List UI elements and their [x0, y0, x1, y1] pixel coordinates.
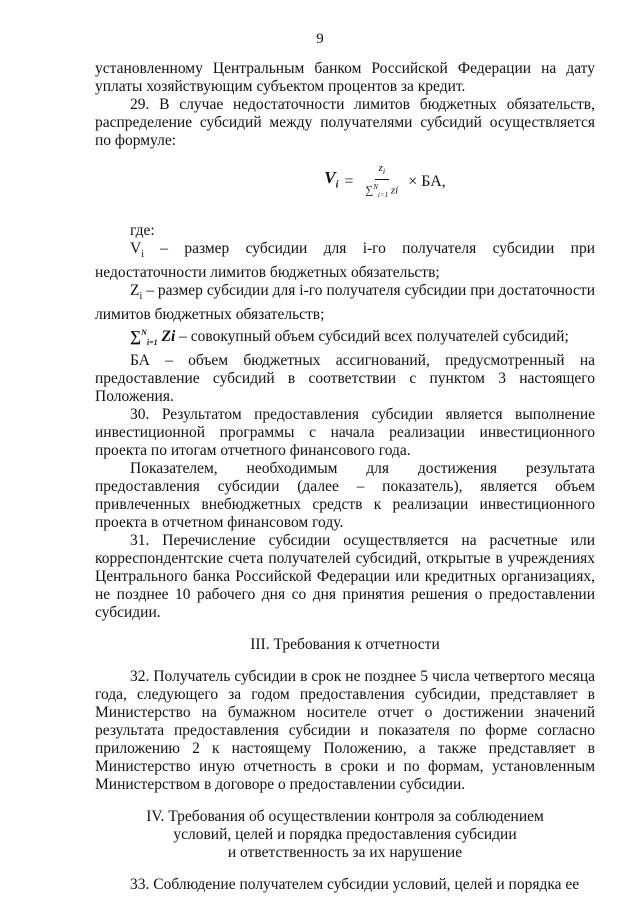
paragraph-29: 29. В случае недостаточности лимитов бюджетных обязательств, распределение субсидий между получателями субсидий осуществляется по формуле: — [95, 96, 595, 149]
section-4-heading — [95, 808, 595, 862]
section-3-heading: III. Требования к отчетности — [250, 636, 440, 654]
where-label: где: — [130, 222, 155, 239]
paragraph-30-indicator: Показателем, необходимым для достижения результата предоставления субсидии (далее – показатель), является объем привлеченных внебюджетных средств к реализации инвестиционного проекта в отчетном финансовом году. — [95, 460, 595, 532]
formula-equals: = — [344, 173, 354, 190]
definition-z: $Z_i$ – размер субсидии для i-го получателя субсидии при достаточности лимитов бюджетных обязательств; — [95, 282, 595, 324]
definition-ba: БА – объем бюджетных ассигнований, предусмотренный на предоставление субсидий в соответствии с пунктом 3 настоящего Положения. — [95, 352, 595, 406]
formula-rhs: × БА, — [408, 173, 446, 190]
section-4-heading-line-3: и ответственность за их нарушение — [227, 844, 463, 862]
paragraph-30: 30. Результатом предоставления субсидии является выполнение инвестиционной программы с начала реализации инвестиционного проекта по итогам отчетного финансового года. — [95, 406, 595, 460]
formula-numerator: $z_i$ — [375, 162, 390, 179]
formula-denominator: ∑$^N_{i=1}$ zi — [365, 182, 399, 199]
section-4-heading-line-2: условий, целей и порядка предоставления субсидии — [173, 826, 517, 844]
definition-sum: ∑$^N_{i=1}$ Zi – совокупный объем субсидий всех получателей субсидий; — [130, 328, 569, 348]
paragraph-32: 32. Получатель субсидии в срок не позднее 5 числа четвертого месяца года, следующего за годом предоставления субсидии, представляет в Министерство на бумажном носителе отчет о достижении значений результата предоставления субсидии и показателя по форме согласно приложению 2 к настоящему Положению, а также представляет в Министерство иную отчетность в сроки и по формам, установленным Министерством в договоре о предоставлении субсидии. — [95, 668, 595, 794]
paragraph-33: 33. Соблюдение получателем субсидии условий, целей и порядка ее — [130, 876, 580, 894]
paragraph-intro: установленному Центральным банком Российской Федерации на дату уплаты хозяйствующим субъектом процентов за кредит. — [95, 60, 595, 95]
formula-fraction — [363, 162, 400, 201]
formula-lhs: $V_i$ — [324, 168, 339, 191]
page-body — [95, 60, 595, 894]
definition-v: $V_i$ – размер субсидии для i-го получателя субсидии при недостаточности лимитов бюджетных обязательств; — [95, 240, 595, 282]
section-4-heading-line-1: IV. Требования об осуществлении контроля за соблюдением — [146, 808, 544, 826]
paragraph-31: 31. Перечисление субсидии осуществляется на расчетные или корреспондентские счета получателей субсидий, открытые в учреждениях Центрального банка Российской Федерации или кредитных организациях, не позднее 10 рабочего дня со дня принятия решения о предоставлении субсидии. — [95, 532, 595, 622]
page-number: 9 — [316, 31, 324, 47]
subsidy-formula — [175, 156, 595, 208]
